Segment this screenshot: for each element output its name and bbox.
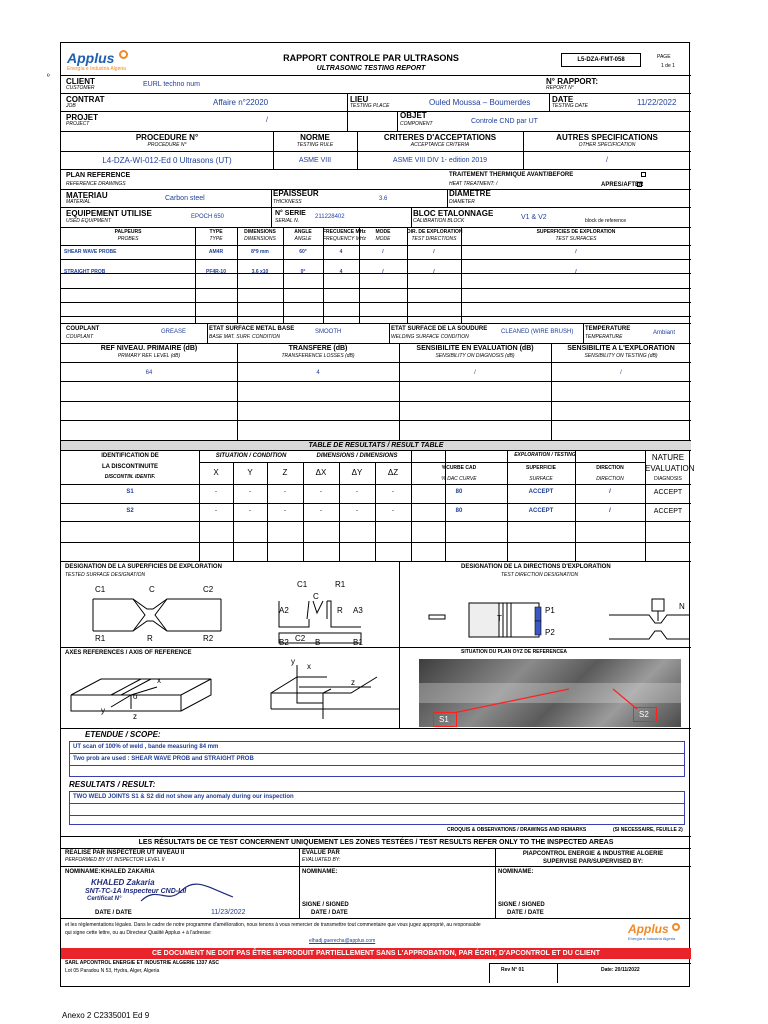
- probe-cell: 4: [339, 269, 343, 275]
- reproduction-banner: [61, 948, 691, 959]
- inspector-date-label: DATE / DATE: [95, 910, 132, 916]
- thickness-label-en: THICKNESS: [273, 199, 302, 205]
- axes-reference-title: AXES REFERENCES / AXIS OF REFERENCE: [65, 650, 192, 656]
- brand-plus-icon: [119, 50, 128, 59]
- label-c1: C1: [95, 585, 106, 594]
- dimensions-header: DIMENSIONS / DIMENSIONS: [316, 453, 398, 459]
- component-label: OBJET: [400, 111, 427, 120]
- couplant-label-en: COUPLANT: [66, 334, 94, 340]
- material-label-en: MATERIAL: [66, 199, 91, 205]
- result-cell: -: [215, 508, 217, 514]
- diameter-label: DIAMETRE: [449, 189, 491, 198]
- result-cell: S2: [126, 508, 134, 514]
- probe-cell: 60°: [299, 249, 307, 255]
- coord-header: Y: [247, 468, 253, 477]
- label-r: R: [147, 634, 153, 643]
- label-y: y: [101, 706, 105, 715]
- result-row-line: [61, 542, 691, 543]
- date-label: DATE: [552, 95, 574, 104]
- direction-header-en: DIRECTION: [596, 476, 624, 482]
- surface-designation-title: DESIGNATION DE LA SUPERFICIES DE EXPLORATION: [65, 564, 222, 570]
- probe-cell: /: [382, 269, 384, 275]
- evaluated-by-label-en: EVALUATED BY:: [302, 857, 341, 863]
- scope-line-2: Two prob are used : SHEAR WAVE PROB and STRAIGHT PROB: [73, 756, 254, 762]
- client-label-en: CUSTOMER: [66, 85, 95, 91]
- client-value: EURL techno num: [143, 81, 200, 88]
- sens-value: 64: [145, 370, 153, 376]
- probe-row-line: [61, 245, 691, 246]
- annex-note: (SI NECESSAIRE, FEUILLE 2): [613, 827, 683, 833]
- s2-label: S2: [639, 710, 649, 719]
- contract-value: Affaire n°22020: [213, 98, 269, 107]
- sens-header-en: TRANSFERENCE LOSSES (dB): [281, 353, 355, 359]
- supervisor-signed-label: SIGNE / SIGNED: [498, 902, 545, 908]
- dac-header: %CURBE CAD: [441, 465, 477, 471]
- probe-cell: /: [433, 269, 435, 275]
- temperature-label-en: TEMPERATURE: [585, 334, 623, 340]
- footer-brand-name: Applus: [628, 922, 669, 936]
- evaluation-header: EVALUATION: [645, 464, 695, 473]
- probe-header: DIMENSIONS: [244, 229, 276, 235]
- probe-cell: /: [433, 249, 435, 255]
- supervised-by-label: SUPERVISE PAR/SUPERVISED BY:: [543, 859, 643, 865]
- heat-treatment-label-en: HEAT TREATMENT: /: [449, 181, 498, 187]
- probe-header: SUPERFICIES DE EXPLORATION: [536, 229, 616, 235]
- probe-cell: 0°: [300, 269, 306, 275]
- result-row-line: [61, 503, 691, 504]
- direction-header: DIRECTION: [596, 465, 624, 471]
- evaluator-signed-label: SIGNE / SIGNED: [302, 902, 349, 908]
- base-surface-label: ETAT SURFACE METAL BASE: [209, 326, 295, 332]
- sens-row-line: [61, 362, 691, 363]
- other-spec-header-en: OTHER SPECIFICATION: [578, 142, 636, 148]
- label-z2: z: [351, 678, 355, 687]
- label-a3: A3: [353, 606, 363, 615]
- disclaimer-text: LES RÉSULTATS DE CE TEST CONCERNENT UNIQUEMENT LES ZONES TESTÉES / TEST RESULTS REFER ONLY TO THE INSPECTED AREAS: [138, 839, 614, 846]
- axis-reference-diagram: [61, 655, 399, 728]
- id-header-2: LA DISCONTINUITE: [101, 464, 159, 470]
- probe-header: DIR. DE EXPLORATION: [407, 229, 463, 235]
- place-value: Ouled Moussa – Boumerdes: [429, 98, 531, 107]
- exploration-header: EXPLORATION / TESTING: [514, 452, 576, 458]
- result-cell: -: [284, 508, 286, 514]
- couplant-value: GREASE: [161, 329, 187, 335]
- probe-cell: /: [575, 269, 577, 275]
- probe-header-en: FREQUENCY MHz: [323, 236, 366, 242]
- label-a2: A2: [279, 606, 289, 615]
- label-cb: C: [313, 592, 319, 601]
- result-cell: -: [392, 508, 394, 514]
- date-label-en: TESTING DATE: [552, 103, 589, 109]
- report-title: RAPPORT CONTROLE PAR ULTRASONS: [283, 53, 459, 63]
- coord-header: Z: [282, 468, 288, 477]
- nature-header: NATURE: [651, 453, 685, 462]
- performed-by-label: REALISE PAR INSPECTEUR UT NIVEAU II: [65, 850, 185, 856]
- evaluator-name-label: NOMINAME:: [302, 869, 338, 875]
- contract-label: CONTRAT: [66, 95, 105, 104]
- label-c2b: C2: [295, 634, 306, 643]
- result-cell: 80: [455, 489, 463, 495]
- criteria-header-en: ACCEPTANCE CRITERIA: [410, 142, 470, 148]
- evaluator-date-label: DATE / DATE: [311, 910, 348, 916]
- result-cell: -: [356, 508, 358, 514]
- label-b1: B1: [353, 638, 363, 647]
- calibration-block-label: BLOC ETALONNAGE: [413, 209, 494, 218]
- result-cell: -: [320, 489, 322, 495]
- stamp-cert-number: Certificat N°: [87, 896, 122, 902]
- result-row-line: [61, 561, 691, 562]
- expl-line: [445, 462, 645, 463]
- other-spec-header: AUTRES SPECIFICATIONS: [556, 133, 658, 142]
- thickness-label: EPAISSEUR: [273, 189, 319, 198]
- plan-label-en: REFERENCE DRAWINGS: [66, 181, 126, 187]
- direction-designation-title: DESIGNATION DE LA DIRECTIONS D'EXPLORATION: [461, 564, 611, 570]
- contract-label-en: JOB: [66, 103, 76, 109]
- probe-row-line: [61, 302, 691, 303]
- company-name: SARL APCONTROL ENERGIE ET INDUSTRIE ALGERIE 1337 ASC: [65, 960, 220, 966]
- result-cell: ACCEPT: [653, 489, 683, 496]
- surface-designation-diagram: [61, 561, 399, 647]
- client-label: CLIENT: [66, 77, 95, 86]
- procedure-header: PROCEDURE N°: [135, 133, 199, 142]
- result-cell: /: [609, 508, 611, 514]
- footer-text-2: qui signe cette lettre, ou au Directeur Qualité Applus + à l'adresse:: [65, 930, 212, 936]
- label-t: T: [497, 614, 502, 623]
- label-r1: R1: [95, 634, 106, 643]
- result-cell: -: [392, 489, 394, 495]
- diagnosis-header: DIAGNOSIS: [654, 476, 682, 482]
- norm-header-en: TESTING RULE: [296, 142, 334, 148]
- direction-designation-diagram: [399, 561, 691, 647]
- serial-label-en: SERIAL N.: [275, 218, 300, 224]
- supervisor-name-label: NOMINAME:: [498, 869, 534, 875]
- after-label: APRES/AFTER: [601, 182, 644, 188]
- sens-header-en: SENSIBILITY ON DIAGNOSIS (dB): [435, 353, 515, 359]
- probe-cell: AM4R: [208, 249, 224, 255]
- result-cell: ACCEPT: [528, 508, 554, 514]
- weld-surface-label: ETAT SURFACE DE LA SOUDURE: [391, 326, 488, 332]
- surface-designation-title-en: TESTED SURFACE DESIGNATION: [65, 572, 146, 578]
- result-cell: -: [356, 489, 358, 495]
- id-header-1: IDENTIFICATION DE: [101, 453, 159, 459]
- drawings-remarks-label: CROQUIS & OBSERVATIONS / DRAWINGS AND REMARKS: [447, 827, 587, 833]
- equipment-label-en: USED EQUIPMENT: [66, 218, 112, 224]
- project-label-en: PROJECT: [66, 121, 90, 127]
- quality-email-link[interactable]: elhadj.guerecha@applus.com: [309, 938, 376, 944]
- result-row-line: [61, 484, 691, 485]
- result-cell: -: [249, 508, 251, 514]
- procedure-value: L4-DZA-WI-012-Ed 0 Ultrasons (UT): [102, 156, 232, 165]
- label-z: z: [133, 712, 137, 721]
- temperature-value: Ambiant: [653, 330, 676, 336]
- probe-header-en: TEST SURFACES: [555, 236, 597, 242]
- report-subtitle: ULTRASONIC TESTING REPORT: [316, 65, 426, 72]
- probe-header: FRECUENCE MHz: [323, 229, 366, 235]
- probe-header: ANGLE: [294, 229, 312, 235]
- result-cell: /: [609, 489, 611, 495]
- sens-row-line: [61, 401, 691, 402]
- company-address: Lot 05 Paradou N 53, Hydra, Alger, Algeria: [65, 968, 160, 974]
- other-spec-value: /: [606, 157, 608, 164]
- margin-mark: º: [47, 74, 50, 81]
- label-c2: C2: [203, 585, 214, 594]
- brand-tagline: Energía e Industria Algeria: [67, 66, 126, 72]
- scope-label: ETENDUE / SCOPE:: [85, 730, 161, 739]
- stamp-cert: SNT-TC-1A Inspecteur CND-LII: [85, 888, 187, 895]
- sens-row-line: [61, 381, 691, 382]
- supervisor-company: PIAPCONTROL ENERGIE & INDUSTRIE ALGERIE: [522, 851, 664, 857]
- couplant-label: COUPLANT: [66, 326, 100, 332]
- label-c1b: C1: [297, 580, 308, 589]
- sens-value: 4: [316, 370, 320, 376]
- criteria-header: CRITERES D'ACCEPTATIONS: [383, 133, 497, 142]
- probe-row-line: [61, 316, 691, 317]
- equipment-value: EPOCH 650: [191, 214, 225, 220]
- base-surface-label-en: BASE MAT. SURF. CONDITION: [209, 334, 281, 340]
- probe-cell: 8*9 mm: [251, 249, 269, 255]
- label-r2: R2: [203, 634, 214, 643]
- probe-header-en: ANGLE: [294, 236, 312, 242]
- coord-header: ΔZ: [387, 468, 399, 477]
- inspector-date-value: 11/23/2022: [211, 909, 246, 916]
- label-x: x: [157, 676, 161, 685]
- report-ref: L5-DZA-FMT-058: [577, 57, 625, 63]
- probe-cell: 3,6 x10: [251, 269, 269, 275]
- result-row-line: [61, 521, 691, 522]
- norm-value: ASME VIII: [298, 157, 332, 164]
- revision-number: Rev N° 01: [501, 967, 525, 973]
- label-rb: R: [337, 606, 343, 615]
- page-label: PAGE: [657, 54, 671, 60]
- date-value: 11/22/2022: [637, 98, 677, 107]
- label-c: C: [149, 585, 155, 594]
- inspector-name: KHALED ZAKARIA: [101, 869, 155, 875]
- footer-brand-tagline: Energía e Industria Algeria: [628, 936, 676, 941]
- result-cell: ACCEPT: [528, 489, 554, 495]
- coord-header: ΔY: [351, 468, 363, 477]
- procedure-header-en: PROCEDURE N°: [147, 142, 187, 148]
- probe-row-line: [61, 259, 691, 260]
- banner-text: CE DOCUMENT NE DOIT PAS ÊTRE REPRODUIT PARTIELLEMENT SANS L'APPROBATION, PAR ÉCRIT, D'APCONTROL ET DU CLIENT: [152, 950, 600, 957]
- stamp-name: KHALED Zakaria: [91, 878, 155, 887]
- material-value: Carbon steel: [165, 195, 205, 202]
- result-table-title: TABLE DE RESULTATS / RESULT TABLE: [308, 442, 444, 449]
- diameter-label-en: DIAMETER: [449, 199, 475, 205]
- result-cell: -: [215, 489, 217, 495]
- place-label: LIEU: [350, 95, 369, 104]
- calibration-block-label-en: CALIBRATION BLOCK: [413, 218, 465, 224]
- plan-situation-title: SITUATION DU PLAN OYZ DE REFERENCEA: [461, 649, 568, 655]
- result-cell: -: [284, 489, 286, 495]
- dac-header-en: % DAC CURVE: [441, 476, 477, 482]
- label-p1: P1: [545, 606, 555, 615]
- applus-logo: [67, 49, 147, 73]
- probe-row-line: [61, 288, 691, 289]
- sens-header: REF NIVEAU. PRIMAIRE (dB): [100, 345, 198, 352]
- norm-header: NORME: [300, 133, 330, 142]
- serial-label: N° SERIE: [275, 210, 306, 217]
- serial-value: 211228402: [315, 214, 345, 220]
- component-value: Controle CND par UT: [471, 118, 538, 125]
- probe-cell: 4: [339, 249, 343, 255]
- probe-cell: /: [575, 249, 577, 255]
- weld-surface-label-en: WELDING SURFACE CONDITION: [391, 334, 469, 340]
- project-label: PROJET: [66, 113, 99, 122]
- coord-header: ΔX: [315, 468, 327, 477]
- id-header-3: DISCONTIN. IDENTIF.: [104, 474, 156, 480]
- result-cell: 80: [455, 508, 463, 514]
- sens-header: SENSIBILITE EN EVALUATION (dB): [416, 345, 534, 352]
- results-label: RESULTATS / RESULT:: [69, 780, 156, 789]
- label-p2: P2: [545, 628, 555, 637]
- inspector-signature: [137, 881, 237, 907]
- label-n: N: [679, 602, 685, 611]
- reference-block: block de reference: [585, 218, 627, 224]
- name-label: NOMINAME:: [65, 869, 101, 875]
- probe-header-en: MODE: [375, 236, 391, 242]
- scope-line-1: UT scan of 100% of weld , bande measuring 84 mm: [73, 744, 219, 750]
- probe-cell: PF4R-10: [205, 269, 226, 275]
- surface-header-en: SURFACE: [529, 476, 553, 482]
- coord-header: X: [213, 468, 219, 477]
- criteria-value: ASME VIII DIV 1- edition 2019: [392, 157, 488, 164]
- after-checkbox[interactable]: [637, 182, 642, 187]
- label-x2: x: [307, 662, 311, 671]
- sens-header: TRANSFERE (dB): [288, 345, 348, 352]
- evaluated-by-label: EVALUE PAR: [302, 850, 340, 856]
- calibration-block-value: V1 & V2: [521, 214, 547, 221]
- base-surface-value: SMOOTH: [315, 329, 342, 335]
- probe-header-en: DIMENSIONS: [244, 236, 276, 242]
- probe-header: TYPE: [209, 229, 223, 235]
- probe-header-en: PROBES: [117, 236, 139, 242]
- label-b2: B2: [279, 638, 289, 647]
- probe-header-en: TYPE: [209, 236, 223, 242]
- brand-name: Applus: [67, 50, 115, 66]
- probe-header: MODE: [375, 229, 391, 235]
- sens-header: SENSIBILITE A L'EXPLORATION: [567, 345, 675, 352]
- material-label: MATERIAU: [66, 191, 108, 200]
- result-cell: S1: [126, 489, 134, 495]
- label-o: o: [133, 692, 138, 701]
- direction-designation-title-en: TEST DIRECTION DESIGNATION: [501, 572, 579, 578]
- temperature-label: TEMPERATURE: [585, 326, 631, 332]
- marker-arrows: [419, 659, 681, 727]
- plan-label: PLAN REFERENCE: [66, 172, 131, 179]
- probe-cell: SHEAR WAVE PROBE: [64, 249, 117, 255]
- sens-value: /: [620, 370, 622, 376]
- footer-applus-logo: [626, 923, 688, 945]
- heat-treatment-label: TRAITEMENT THERMIQUE AVANT/BEFORE: [449, 172, 574, 178]
- sens-header-en: SENSIBILITY ON TESTING (dB): [584, 353, 658, 359]
- report-no-label-en: REPORT N°: [546, 85, 574, 91]
- performed-by-label-en: PERFORMED BY UT INSPECTOR LEVEL II: [65, 857, 165, 863]
- revision-date: Date: 20/11/2022: [601, 967, 640, 973]
- sens-row-line: [61, 420, 691, 421]
- component-label-en: COMPONENT: [400, 121, 433, 127]
- sens-header-en: PRIMARY REF. LEVEL (dB): [117, 353, 181, 359]
- supervisor-date-label: DATE / DATE: [507, 910, 544, 916]
- report-no-label: N° RAPPORT:: [546, 77, 599, 86]
- thickness-value: 3.6: [379, 196, 388, 202]
- probe-header: PALPEURS: [114, 229, 142, 235]
- footer-brand-plus-icon: [672, 923, 680, 931]
- results-line-1: TWO WELD JOINTS S1 & S2 did not show any anomaly during our inspection: [73, 794, 294, 800]
- result-cell: -: [249, 489, 251, 495]
- before-checkbox[interactable]: [641, 172, 646, 177]
- project-value: /: [266, 117, 268, 124]
- equipment-label: EQUIPEMENT UTILISE: [66, 209, 152, 218]
- result-cell: -: [320, 508, 322, 514]
- s1-label: S1: [439, 715, 449, 724]
- annex-reference: Anexo 2 C2335001 Ed 9: [62, 1011, 150, 1020]
- label-y2: y: [291, 657, 295, 666]
- probe-cell: STRAIGHT PROB: [64, 269, 106, 275]
- probe-header-en: TEST DIRECTIONS: [411, 236, 457, 242]
- probe-cell: /: [382, 249, 384, 255]
- footer-text-1: et les réglementations légales. Dans le cadre de notre programme d'amélioration, nous tenons à vous remercier de transmettre tout commentaire que vous jugez approprié, au responsable: [65, 922, 481, 928]
- page-value: 1 de 1: [661, 63, 675, 69]
- label-r1b: R1: [335, 580, 346, 589]
- surface-header: SUPERFICIE: [525, 465, 556, 471]
- weld-surface-value: CLEANED (WIRE BRUSH): [501, 329, 574, 335]
- result-cell: ACCEPT: [653, 508, 683, 515]
- label-b: B: [315, 638, 321, 647]
- place-label-en: TESTING PLACE: [350, 103, 390, 109]
- situation-header: SITUATION / CONDITION: [215, 453, 287, 459]
- result-col-divider: [199, 450, 200, 561]
- ut-report-form: [60, 42, 695, 987]
- sens-value: /: [474, 370, 476, 376]
